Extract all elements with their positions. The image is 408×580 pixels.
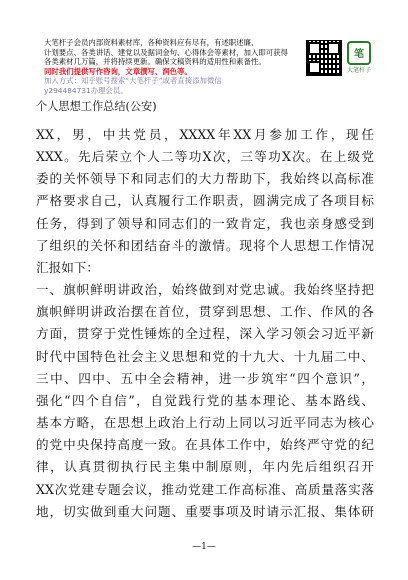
promo-line-highlight: 同时我们提供写作咨询，文章撰写、润色等。: [44, 66, 192, 76]
body-line: 的党中央保持高度一致。在具体工作中，始终严守党的纪: [36, 437, 374, 453]
body-line: 律，认真贯彻执行民主集中制原则，年内先后组织召开: [36, 459, 374, 475]
body-line: 任务，得到了领导和同志们的一致肯定，我也亲身感受到: [36, 215, 374, 231]
document-title: 个人思想工作总结(公安): [36, 100, 157, 113]
body-line: 了组织的关怀和团结奋斗的激情。现将个人思想工作情况: [36, 237, 374, 253]
body-line: 旗帜鲜明讲政治摆在首位，贯穿到思想、工作、作风的各: [36, 304, 374, 320]
brand-logo-icon: [340, 38, 378, 76]
body-line: XX次党建专题会议，推动党建工作高标准、高质量落实落: [36, 481, 374, 497]
page-number: —1—: [192, 542, 216, 552]
promo-line: 计划要点、各类讲话、建党以及据词金句、心得体会等素材，加入即可获得: [44, 47, 288, 57]
body-line: 严格要求自己，认真履行工作职责，圆满完成了各项目标: [36, 193, 374, 209]
body-line: XXX。先后荣立个人二等功X次，三等功X次。在上级党: [36, 149, 374, 165]
body-line: 地，切实做到重大问题、重要事项及时请示汇报、集体研: [36, 503, 374, 519]
promo-text: [44, 38, 312, 96]
body-line: 委的关怀领导下和同志们的大力帮助下，我始终以高标准: [36, 171, 374, 187]
body-line: 基本方略，在思想上政治上行动上同以习近平同志为核心: [36, 415, 374, 431]
promo-line: 各类素材几万篇，并将持续更新。确保文稿资料的适用性和素备性。: [44, 57, 266, 67]
body-line: 方面，贯穿于党性锤炼的全过程，深入学习领会习近平新: [36, 326, 374, 342]
promo-line: 大笔杆子会员内部资料素材库，各种资料应有尽有，有述职述廉、: [44, 38, 259, 47]
promo-line-contact: y294484731办理会员。: [44, 85, 128, 95]
brand-logo-text: 大笔杆子: [346, 66, 371, 74]
brand-logo-mark: 笔: [347, 41, 371, 65]
qr-code-icon: [306, 40, 342, 76]
body-line: 强化“四个自信”，自觉践行党的基本理论、基本路线、: [36, 392, 374, 408]
body-line: 汇报如下：: [36, 259, 99, 275]
document-body: [36, 124, 374, 523]
body-line: 时代中国特色社会主义思想和党的十九大、十九届二中、: [36, 348, 374, 364]
promo-line-contact: 加入方式：知乎账号搜索“大笔杆子”或者直接添加微信: [44, 76, 222, 86]
body-line: 一、旗帜鲜明讲政治，始终做到对党忠诚。我始终坚持把: [36, 282, 374, 298]
body-line: 三中、四中、五中全会精神，进一步筑牢“四个意识”，: [36, 370, 374, 386]
promo-banner: [36, 34, 378, 96]
body-line: XX，男，中共党员，XXXX年XX月参加工作，现任: [36, 127, 374, 142]
